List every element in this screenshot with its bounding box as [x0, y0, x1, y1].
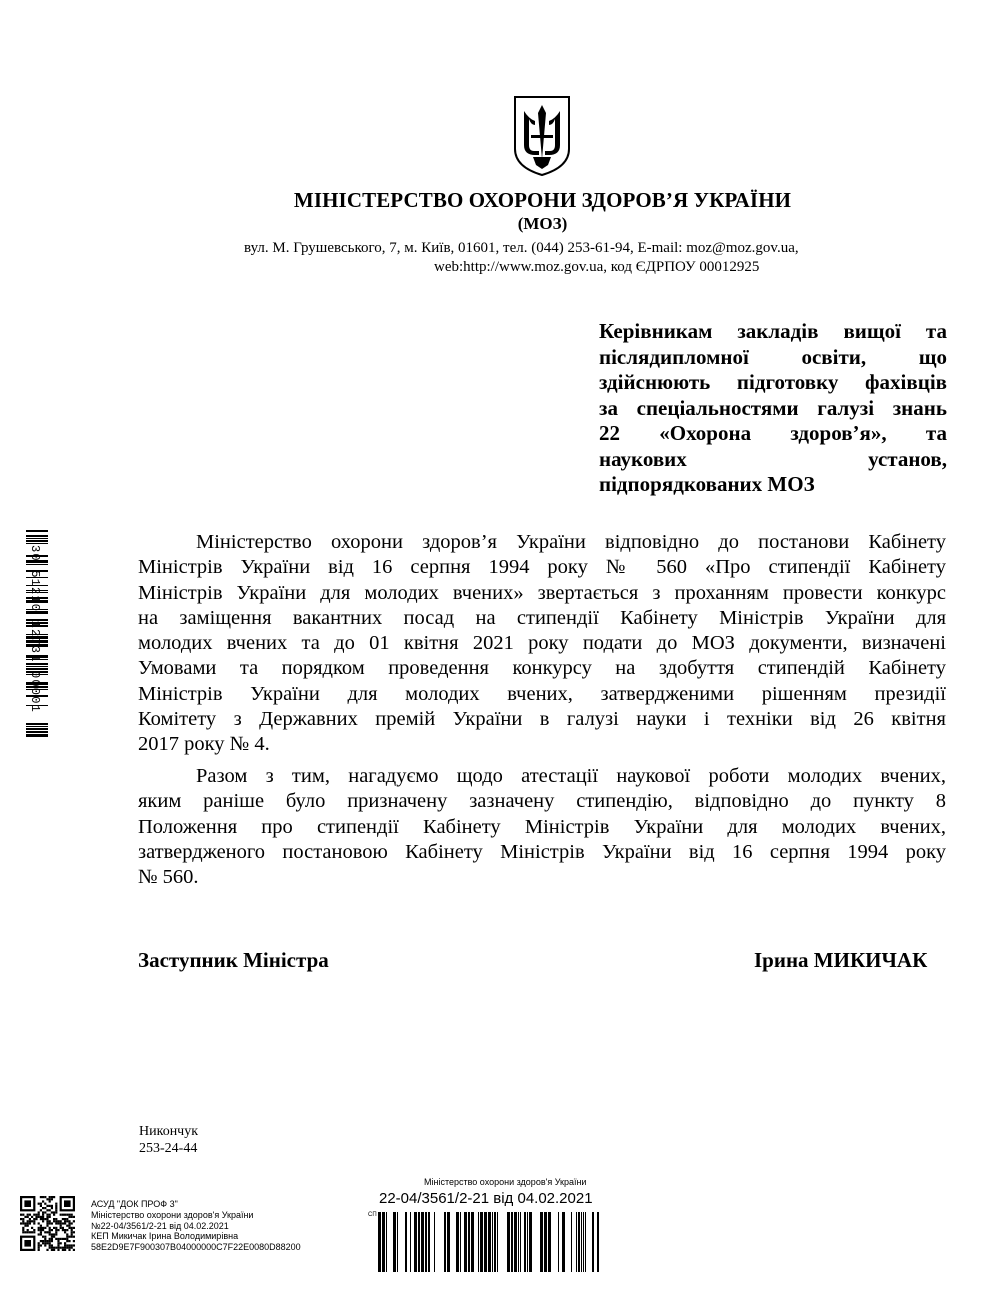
signatory-name: Ірина МИКИЧАК	[754, 948, 928, 972]
registration-barcode-icon	[378, 1212, 600, 1272]
body-line: № 560.	[138, 866, 199, 889]
signatory-position: Заступник Міністра	[138, 948, 329, 972]
system-stamp-line: КЕП Микичак Ірина Володимирівна	[91, 1231, 239, 1242]
body-line: затвердженого постановою Кабінету Міністрів України від 16 серпня 1994 року	[138, 840, 946, 863]
system-stamp-line: №22-04/3561/2-21 від 04.02.2021	[91, 1220, 229, 1231]
body-line: Разом з тим, нагадуємо щодо атестації наукової роботи молодих вчених,	[196, 765, 946, 787]
body-line: Міністрів України для молодих вчених» звертається з проханням провести конкурс	[138, 581, 946, 604]
executor-phone: 253-24-44	[139, 1141, 198, 1156]
body-paragraph-2	[138, 764, 946, 890]
addressee-block	[599, 319, 947, 498]
body-line: Міністрів України для молодих вчених, затвердженими рішенням президії	[138, 682, 946, 705]
trident-coat-of-arms-icon	[513, 95, 571, 177]
addressee-line: підпорядкованих МОЗ	[599, 472, 815, 496]
organization-name: МІНІСТЕРСТВО ОХОРОНИ ЗДОРОВ’Я УКРАЇНИ	[293, 188, 792, 212]
body-line: Положення про стипендії Кабінету Міністрів України для молодих вчених,	[138, 815, 946, 838]
executor-name: Никончук	[139, 1124, 199, 1139]
addressee-line: 22 «Охорона здоров’я», та	[599, 421, 947, 445]
system-stamp	[91, 1199, 301, 1253]
body-line: Комітету з Державних премій України в галузі науки і техніки від 26 квітня	[138, 708, 946, 731]
organization-contacts-line2: web:http://www.moz.gov.ua, код ЄДРПОУ 00012925	[434, 259, 760, 275]
qr-code-icon	[20, 1196, 75, 1251]
addressee-line: післядипломної освіти, що	[599, 344, 947, 369]
body-line: на заміщення вакантних посад на стипендії Кабінету Міністрів України для	[138, 606, 946, 629]
body-line: Міністрів України від 16 серпня 1994 року № 560 «Про стипендії Кабінету	[138, 556, 946, 579]
addressee-line: Керівникам закладів вищої та	[599, 319, 947, 343]
executor-block	[139, 1123, 198, 1157]
organization-contacts-line1: вул. М. Грушевського, 7, м. Київ, 01601, тел. (044) 253-61-94, E-mail: moz@moz.gov.ua,	[244, 240, 799, 256]
body-paragraph-1	[138, 530, 946, 758]
addressee-line: здійснюють підготовку фахівців	[599, 370, 947, 394]
body-line: 2017 року № 4.	[138, 733, 270, 756]
system-stamp-line: 58E2D9E7F900307B04000000C7F22E0080D88200	[91, 1242, 301, 1253]
system-stamp-line: Міністерство охорони здоров'я України	[91, 1209, 254, 1220]
registration-number: 22-04/3561/2-21 від 04.02.2021	[379, 1190, 593, 1207]
organization-abbreviation: (МОЗ)	[517, 214, 568, 233]
registration-small-mark: СП	[368, 1212, 377, 1218]
side-barcode-digits: 30 51210 12731 00001	[28, 544, 42, 714]
system-stamp-line: АСУД "ДОК ПРОФ 3"	[91, 1199, 178, 1209]
body-line: молодих вчених та до 01 квітня 2021 року подати до МОЗ документи, визначені	[138, 632, 946, 655]
body-line: яким раніше було призначену зазначену стипендію, відповідно до пункту 8	[138, 790, 946, 813]
body-line: Умовами та порядком проведення конкурсу на здобуття стипендій Кабінету	[138, 657, 946, 680]
addressee-line: за спеціальностями галузі знань	[599, 395, 947, 420]
body-line: Міністерство охорони здоров’я України відповідно до постанови Кабінету	[196, 531, 946, 553]
registration-organization: Міністерство охорони здоров'я України	[424, 1177, 587, 1187]
addressee-line: наукових установ,	[599, 446, 947, 471]
